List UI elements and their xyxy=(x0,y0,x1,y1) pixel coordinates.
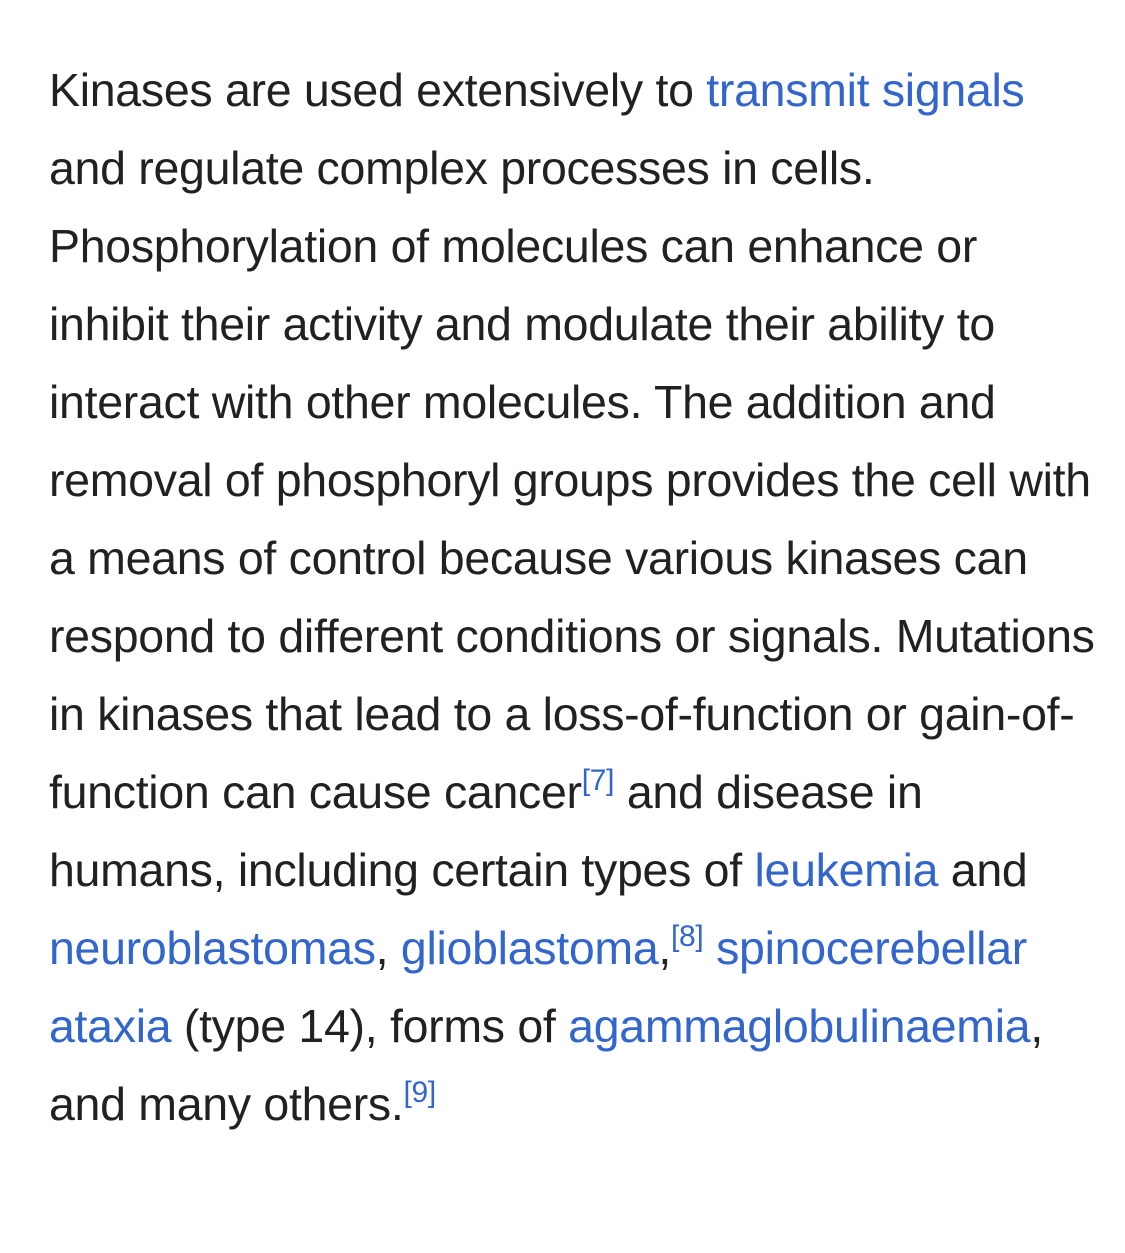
paragraph-text: and disease in humans, including certain types of xyxy=(49,766,923,896)
link-neuroblastomas[interactable]: neuroblastomas xyxy=(49,922,376,974)
reference-9[interactable] xyxy=(404,1076,436,1109)
paragraph-text: (type 14), forms of xyxy=(171,1000,569,1052)
paragraph-text: , xyxy=(658,922,672,974)
link-transmit-signals[interactable]: transmit signals xyxy=(706,64,1025,116)
paragraph-text: and regulate complex processes in cells. Phosphorylation of molecules can enhance or inhibit their activity and modulate their ability to interact with other molecules. The addition and removal of phosphoryl groups provides the cell with a means of control because various kinases can respond to different conditions or signals. Mutations in kinases that lead to a loss-of-function or gain-of-function can cause cancer xyxy=(49,142,1095,818)
reference-8[interactable] xyxy=(671,920,703,953)
reference-7[interactable] xyxy=(582,764,614,797)
article-content xyxy=(49,51,1099,1143)
article-paragraph xyxy=(49,51,1099,1143)
link-spinocerebellar-ataxia[interactable]: spinocerebellar ataxia xyxy=(49,922,1027,1052)
paragraph-text: Kinases are used extensively to xyxy=(49,64,707,116)
reference-8-link[interactable]: [8] xyxy=(671,919,704,953)
link-leukemia[interactable]: leukemia xyxy=(754,844,939,896)
reference-9-link[interactable]: [9] xyxy=(403,1075,436,1109)
paragraph-text: , and many others. xyxy=(49,1000,1043,1130)
paragraph-text xyxy=(703,922,716,974)
link-agammaglobulinaemia[interactable]: agammaglobulinaemia xyxy=(568,1000,1031,1052)
paragraph-text: , xyxy=(375,922,401,974)
link-glioblastoma[interactable]: glioblastoma xyxy=(400,922,659,974)
paragraph-text: and xyxy=(938,844,1028,896)
reference-7-link[interactable]: [7] xyxy=(581,763,615,797)
